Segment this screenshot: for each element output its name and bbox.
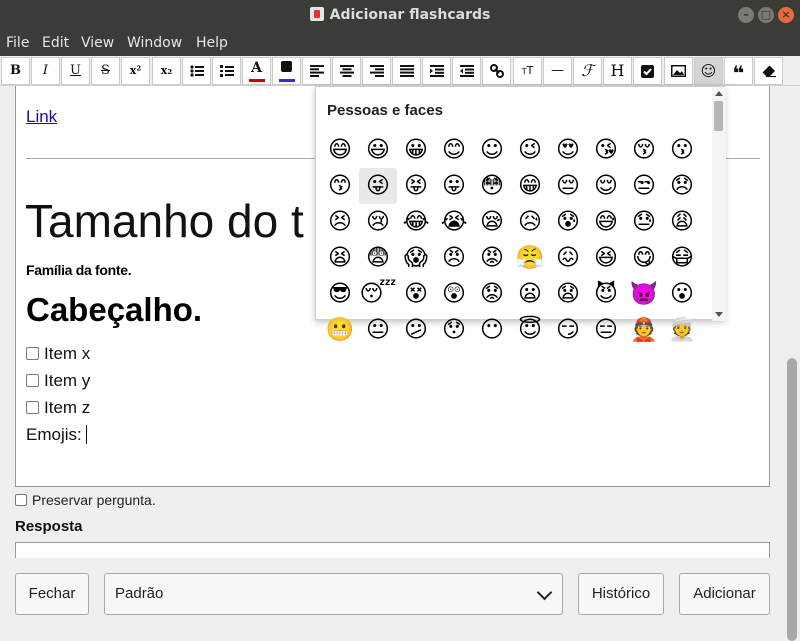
emoji-item[interactable]: 😤 [515, 245, 545, 271]
emoji-item[interactable]: 😙 [328, 173, 352, 199]
font-size-icon: TT [521, 64, 534, 77]
checklist-checkbox[interactable] [26, 401, 39, 414]
text-color-button[interactable] [242, 57, 271, 85]
checklist-checkbox[interactable] [26, 374, 39, 387]
emoji-item[interactable]: ☺ [480, 137, 504, 163]
emoji-item[interactable]: 😡 [480, 245, 504, 271]
preserve-question[interactable] [15, 492, 156, 508]
emoji-item[interactable]: 😴 [359, 281, 397, 307]
font-family-button[interactable] [573, 57, 602, 85]
indent-icon [430, 65, 444, 77]
window-title [0, 7, 800, 23]
editor-link[interactable]: Link [26, 107, 58, 126]
large-text: Tamanho do t [25, 195, 304, 247]
emoji-item[interactable]: 😪 [480, 209, 504, 235]
emoji-item[interactable]: 😠 [442, 245, 466, 271]
heading-button[interactable]: H [603, 57, 632, 85]
menu-bar [0, 31, 800, 56]
font-size-button[interactable] [513, 57, 542, 85]
emoji-item[interactable]: 😟 [480, 281, 504, 307]
superscript-button[interactable]: x² [121, 57, 150, 85]
emoji-item[interactable]: 😶 [480, 317, 504, 343]
emoji-item[interactable]: 😊 [442, 137, 466, 163]
emoji-item[interactable]: 😃 [366, 137, 390, 163]
emoji-picker-scroll-thumb[interactable] [714, 101, 723, 131]
title-bar [0, 0, 800, 31]
emoji-item[interactable]: 😥 [518, 209, 542, 235]
align-justify-icon [400, 65, 414, 77]
emojis-label: Emojis: [26, 425, 82, 444]
menu-edit[interactable]: Edit [42, 35, 70, 51]
emoji-item[interactable]: 😘 [594, 137, 618, 163]
heading-text: Cabeçalho. [26, 291, 203, 328]
emoji-item[interactable]: 😝 [404, 173, 428, 199]
font-family-icon: ℱ [581, 61, 594, 80]
underline-button[interactable]: U [61, 57, 90, 85]
emoji-item[interactable]: 😒 [632, 173, 656, 199]
smiley-icon: ☺ [700, 62, 717, 80]
emoji-item[interactable]: 😂 [402, 209, 430, 235]
emoji-item[interactable]: 😞 [670, 173, 694, 199]
preserve-checkbox[interactable] [15, 494, 27, 506]
emoji-item[interactable]: 😮 [670, 281, 694, 307]
image-button[interactable] [664, 57, 693, 85]
checklist-item-label: Item x [44, 344, 91, 363]
emoji-item[interactable]: 😰 [556, 209, 580, 235]
history-button[interactable]: Histórico [578, 573, 664, 615]
emoji-item[interactable]: 😛 [442, 173, 466, 199]
menu-window[interactable]: Window [127, 35, 183, 51]
text-color-icon: A [251, 60, 262, 76]
emoji-item[interactable]: 😏 [556, 317, 580, 343]
menu-view[interactable]: View [81, 35, 115, 51]
emoji-item[interactable]: 😜 [359, 168, 397, 204]
image-icon [671, 65, 686, 77]
close-button[interactable]: Fechar [15, 573, 89, 615]
checklist-item-label: Item y [44, 371, 91, 390]
answer-field-editor[interactable] [15, 542, 770, 558]
emoji-item[interactable]: 😫 [328, 245, 352, 271]
eraser-icon [762, 65, 776, 77]
note-type-select[interactable] [104, 573, 563, 615]
window-title-text: Adicionar flashcards [329, 7, 491, 23]
emoji-item[interactable]: 👲 [629, 317, 659, 343]
emoji-item[interactable]: 😇 [518, 317, 542, 343]
menu-help[interactable]: Help [196, 35, 228, 51]
text-color-bar [249, 79, 265, 82]
emoji-item[interactable]: 😨 [366, 245, 390, 271]
horizontal-rule-button[interactable] [543, 57, 572, 85]
checklist-item [26, 371, 90, 391]
emoji-item[interactable]: 😋 [632, 245, 656, 271]
emoji-item[interactable]: 😄 [328, 137, 352, 163]
answer-field-label: Resposta [15, 518, 83, 535]
checklist-item-label: Item z [44, 398, 91, 417]
checkbox-icon [641, 65, 654, 78]
emojis-line [26, 425, 87, 445]
emoji-item[interactable]: 😬 [325, 317, 355, 343]
window-scrollbar[interactable] [784, 86, 800, 630]
chevron-down-icon [537, 585, 553, 601]
preserve-label: Preservar pergunta. [32, 492, 156, 508]
emoji-item[interactable]: 😐 [366, 317, 390, 343]
add-button[interactable]: Adicionar [679, 573, 770, 615]
ordered-list-button[interactable] [212, 57, 241, 85]
emoji-item[interactable]: 😌 [594, 173, 618, 199]
emoji-item[interactable]: 😅 [594, 209, 618, 235]
emoji-item[interactable]: 😕 [404, 317, 428, 343]
scroll-down-icon[interactable] [715, 312, 723, 317]
minimize-icon[interactable]: – [738, 7, 754, 23]
maximize-icon[interactable]: □ [758, 7, 774, 23]
outdent-button[interactable] [452, 57, 481, 85]
emoji-picker-scrollbar[interactable] [712, 87, 726, 321]
emoji-item[interactable]: 😷 [670, 245, 694, 271]
align-left-icon [310, 65, 324, 77]
emoji-item[interactable]: 😍 [556, 137, 580, 163]
emoji-picker [315, 86, 725, 343]
checklist-item [26, 398, 90, 418]
bold-button[interactable]: B [1, 57, 30, 85]
menu-file[interactable]: File [6, 35, 30, 51]
font-family-text: Família da fonte. [26, 262, 132, 278]
highlight-color-bar [279, 79, 295, 82]
emoji-item[interactable]: 😖 [556, 245, 580, 271]
align-center-icon [340, 65, 354, 77]
emoji-item[interactable]: 😳 [480, 173, 504, 199]
clear-format-button[interactable] [754, 57, 783, 85]
horizontal-rule-icon: — [551, 63, 564, 78]
align-center-button[interactable] [332, 57, 361, 85]
align-left-button[interactable] [302, 57, 331, 85]
numbered-list-icon [220, 65, 234, 77]
emoji-item[interactable]: 😚 [632, 137, 656, 163]
text-caret [86, 425, 87, 444]
emoji-item[interactable]: 😑 [594, 317, 618, 343]
emoji-item[interactable]: 😣 [328, 209, 352, 235]
unordered-list-button[interactable] [182, 57, 211, 85]
emoji-grid [321, 132, 705, 348]
bullet-list-icon [190, 65, 204, 77]
emoji-item[interactable]: 😉 [518, 137, 542, 163]
emoji-item[interactable]: 😈 [594, 281, 618, 307]
close-window-icon[interactable]: × [778, 7, 794, 23]
emoji-item[interactable]: 😱 [404, 245, 428, 271]
emoji-item[interactable]: 😢 [366, 209, 390, 235]
emoji-item[interactable]: 😵 [404, 281, 428, 307]
emoji-item[interactable]: 😯 [442, 317, 466, 343]
checklist-checkbox[interactable] [26, 347, 39, 360]
emoji-item[interactable]: 😭 [440, 209, 468, 235]
highlight-color-button[interactable] [272, 57, 301, 85]
outdent-icon [460, 65, 474, 77]
emoji-item[interactable]: 😔 [556, 173, 580, 199]
emoji-item[interactable]: 😲 [442, 281, 466, 307]
emoji-item[interactable]: 😓 [632, 209, 656, 235]
emoji-item[interactable]: 😗 [670, 137, 694, 163]
emoji-picker-title: Pessoas e faces [327, 102, 443, 119]
italic-button[interactable]: I [31, 57, 60, 85]
emoji-button[interactable] [694, 57, 723, 85]
formatting-toolbar [0, 56, 800, 86]
strikethrough-button[interactable]: S [91, 57, 120, 85]
emoji-item[interactable]: 😆 [594, 245, 618, 271]
blockquote-button[interactable]: ❝ [724, 57, 753, 85]
link-icon [490, 64, 504, 78]
app-icon [310, 7, 324, 21]
scroll-up-icon[interactable] [715, 91, 723, 96]
emoji-item[interactable]: 😎 [328, 281, 352, 307]
note-type-value: Padrão [115, 585, 164, 602]
indent-button[interactable] [422, 57, 451, 85]
subscript-button[interactable]: x₂ [152, 57, 181, 85]
emoji-item[interactable]: 😁 [518, 173, 542, 199]
emoji-item[interactable]: 😧 [556, 281, 580, 307]
emoji-item[interactable]: 👿 [629, 281, 659, 307]
checklist-button[interactable] [633, 57, 662, 85]
align-justify-button[interactable] [392, 57, 421, 85]
align-right-icon [370, 65, 384, 77]
window-scrollbar-thumb[interactable] [787, 358, 797, 641]
highlighter-icon [281, 61, 292, 72]
align-right-button[interactable] [362, 57, 391, 85]
emoji-item[interactable]: 😩 [670, 209, 694, 235]
checklist-item [26, 344, 90, 364]
emoji-item[interactable]: 😦 [518, 281, 542, 307]
emoji-item[interactable]: 😀 [404, 137, 428, 163]
link-button[interactable] [482, 57, 511, 85]
emoji-item[interactable]: 👳 [667, 317, 697, 343]
